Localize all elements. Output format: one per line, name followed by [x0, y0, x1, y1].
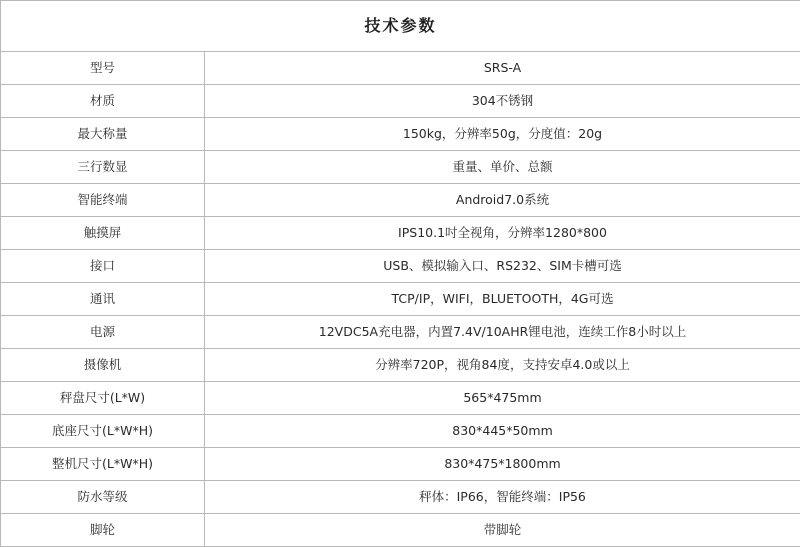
spec-row-power	[1, 316, 800, 349]
spec-value: TCP/IP，WIFI，BLUETOOTH，4G可选	[205, 283, 800, 316]
spec-row-material	[1, 85, 800, 118]
spec-label: 电源	[1, 316, 205, 349]
spec-label: 三行数显	[1, 151, 205, 184]
spec-row-base-size	[1, 415, 800, 448]
spec-row-display	[1, 151, 800, 184]
spec-label: 摄像机	[1, 349, 205, 382]
spec-value: 秤体：IP66，智能终端：IP56	[205, 481, 800, 514]
spec-value: Android7.0系统	[205, 184, 800, 217]
spec-label: 防水等级	[1, 481, 205, 514]
spec-value: 830*445*50mm	[205, 415, 800, 448]
spec-label: 触摸屏	[1, 217, 205, 250]
spec-label: 整机尺寸(L*W*H)	[1, 448, 205, 481]
spec-label: 型号	[1, 52, 205, 85]
spec-label: 智能终端	[1, 184, 205, 217]
spec-label: 通讯	[1, 283, 205, 316]
spec-value: 重量、单价、总额	[205, 151, 800, 184]
spec-value: 12VDC5A充电器，内置7.4V/10AHR锂电池，连续工作8小时以上	[205, 316, 800, 349]
spec-row-waterproof	[1, 481, 800, 514]
table-title: 技术参数	[1, 1, 800, 52]
spec-label: 材质	[1, 85, 205, 118]
spec-value: USB、模拟输入口、RS232、SIM卡槽可选	[205, 250, 800, 283]
spec-value: 304不锈钢	[205, 85, 800, 118]
spec-row-max-capacity	[1, 118, 800, 151]
spec-row-camera	[1, 349, 800, 382]
spec-row-interface	[1, 250, 800, 283]
table-title-row	[1, 1, 800, 52]
spec-value: 带脚轮	[205, 514, 800, 547]
spec-label: 最大称量	[1, 118, 205, 151]
spec-value: 830*475*1800mm	[205, 448, 800, 481]
spec-value: 分辨率720P，视角84度，支持安卓4.0或以上	[205, 349, 800, 382]
spec-row-model	[1, 52, 800, 85]
spec-value: SRS-A	[205, 52, 800, 85]
spec-label: 秤盘尺寸(L*W)	[1, 382, 205, 415]
spec-row-pan-size	[1, 382, 800, 415]
spec-row-casters	[1, 514, 800, 547]
spec-value: 150kg，分辨率50g，分度值：20g	[205, 118, 800, 151]
spec-value: IPS10.1吋全视角，分辨率1280*800	[205, 217, 800, 250]
spec-label: 底座尺寸(L*W*H)	[1, 415, 205, 448]
spec-row-touchscreen	[1, 217, 800, 250]
spec-label: 脚轮	[1, 514, 205, 547]
spec-label: 接口	[1, 250, 205, 283]
spec-value: 565*475mm	[205, 382, 800, 415]
spec-row-terminal	[1, 184, 800, 217]
spec-row-communication	[1, 283, 800, 316]
spec-row-overall-size	[1, 448, 800, 481]
